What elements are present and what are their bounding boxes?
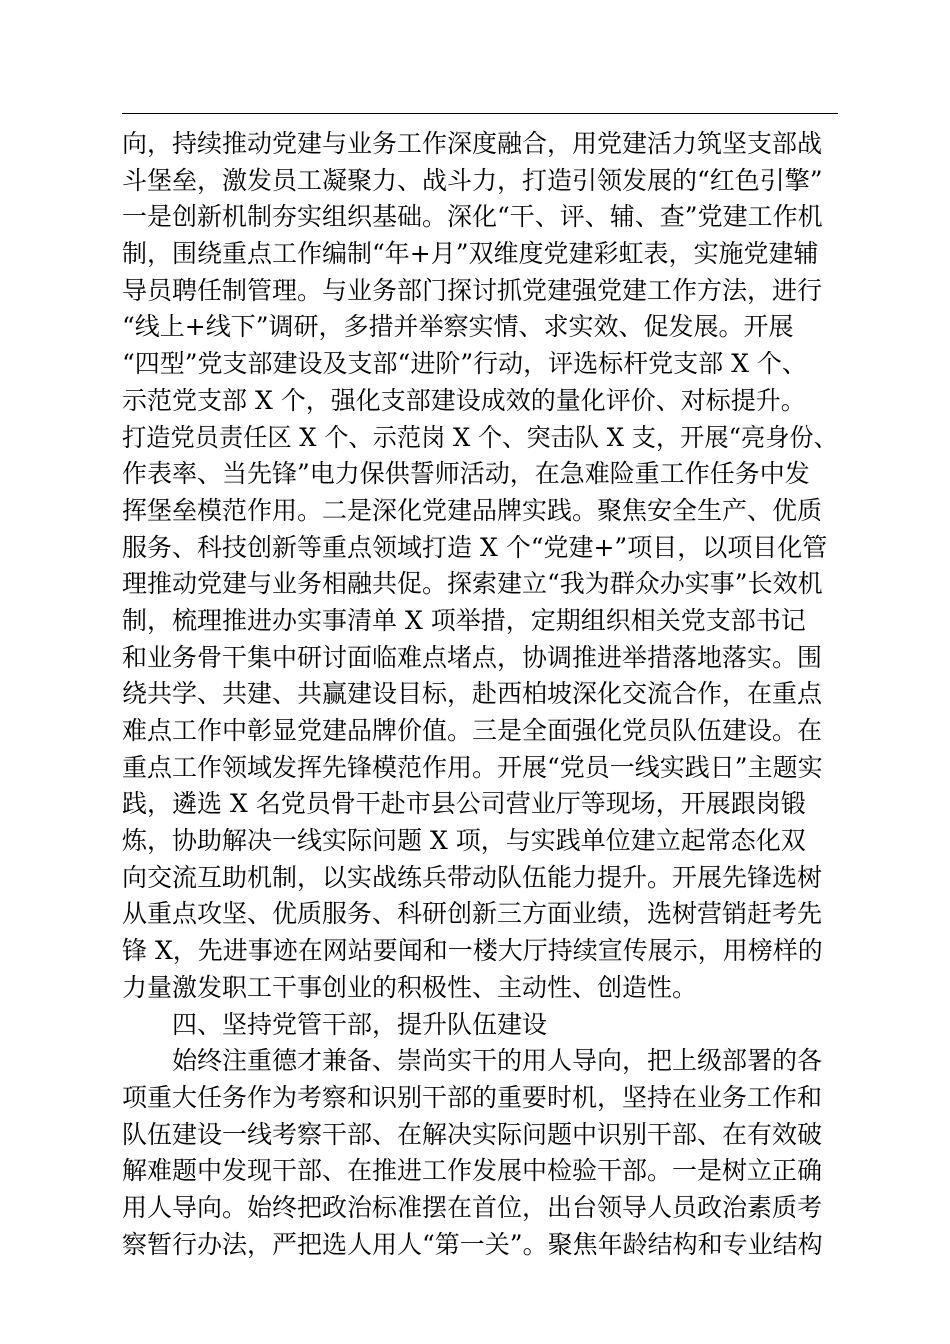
- text-line: 察暂行办法，严把选人用人“第一关”。聚焦年龄结构和专业结构: [122, 1229, 823, 1259]
- text-line: 绕共学、共建、共赢建设目标，赴西柏坡深化交流合作，在重点: [122, 679, 823, 709]
- text-line: 和业务骨干集中研讨面临难点堵点，协调推进举措落地落实。围: [122, 642, 823, 672]
- text-line: 服务、科技创新等重点领域打造 X 个“党建+”项目，以项目化管: [122, 532, 828, 562]
- paragraph-first-line: 始终注重德才兼备、崇尚实干的用人导向，把上级部署的各: [172, 1046, 823, 1076]
- text-line: 斗堡垒，激发员工凝聚力、战斗力，打造引领发展的“红色引擎”: [122, 165, 823, 195]
- text-line: 打造党员责任区 X 个、示范岗 X 个、突击队 X 支，开展“亮身份、: [122, 422, 838, 452]
- text-line: “四型”党支部建设及支部“进阶”行动，评选标杆党支部 X 个、: [122, 349, 807, 379]
- text-line: 挥堡垒模范作用。二是深化党建品牌实践。聚焦安全生产、优质: [122, 495, 823, 525]
- text-line: 重点工作领域发挥先锋模范作用。开展“党员一线实践日”主题实: [122, 752, 823, 782]
- text-line: 难点工作中彰显党建品牌价值。三是全面强化党员队伍建设。在: [122, 716, 823, 745]
- text-line: 用人导向。始终把政治标准摆在首位，出台领导人员政治素质考: [122, 1192, 823, 1222]
- text-line: 解难题中发现干部、在推进工作发展中检验干部。一是树立正确: [122, 1156, 823, 1186]
- text-line: 践，遴选 X 名党员骨干赴市县公司营业厅等现场，开展跟岗锻: [122, 789, 806, 819]
- text-line: 从重点攻坚、优质服务、科研创新三方面业绩，选树营销赶考先: [122, 899, 823, 929]
- text-line: 项重大任务作为考察和识别干部的重要时机，坚持在业务工作和: [122, 1082, 823, 1112]
- text-line: 制，梳理推进办实事清单 X 项举措，定期组织相关党支部书记: [122, 605, 806, 635]
- document-body: [122, 126, 838, 1263]
- text-line: 示范党支部 X 个，强化支部建设成效的量化评价、对标提升。: [122, 385, 806, 415]
- text-line: 向，持续推动党建与业务工作深度融合，用党建活力筑坚支部战: [122, 129, 823, 158]
- header-rule: [122, 113, 838, 114]
- text-line: “线上+线下”调研，多措并举察实情、求实效、促发展。开展: [122, 312, 794, 342]
- text-line: 制，围绕重点工作编制“年+月”双维度党建彩虹表，实施党建辅: [122, 239, 819, 269]
- text-line: 理推动党建与业务相融共促。探索建立“我为群众办实事”长效机: [122, 569, 823, 599]
- text-line: 队伍建设一线考察干部、在解决实际问题中识别干部、在有效破: [122, 1119, 823, 1149]
- text-line: 向交流互助机制，以实战练兵带动队伍能力提升。开展先锋选树: [122, 862, 823, 892]
- paragraph-first-line: 四、坚持党管干部，提升队伍建设: [172, 1009, 548, 1039]
- text-line: 炼，协助解决一线实际问题 X 项，与实践单位建立起常态化双: [122, 826, 806, 856]
- text-line: 锋 X，先进事迹在网站要闻和一楼大厅持续宣传展示，用榜样的: [122, 936, 823, 966]
- text-line: 导员聘任制管理。与业务部门探讨抓党建强党建工作方法，进行: [122, 275, 823, 305]
- text-line: 一是创新机制夯实组织基础。深化“干、评、辅、查”党建工作机: [122, 202, 823, 232]
- text-line: 作表率、当先锋”电力保供誓师活动，在急难险重工作任务中发: [122, 459, 810, 489]
- text-line: 力量激发职工干事创业的积极性、主动性、创造性。: [122, 972, 698, 1002]
